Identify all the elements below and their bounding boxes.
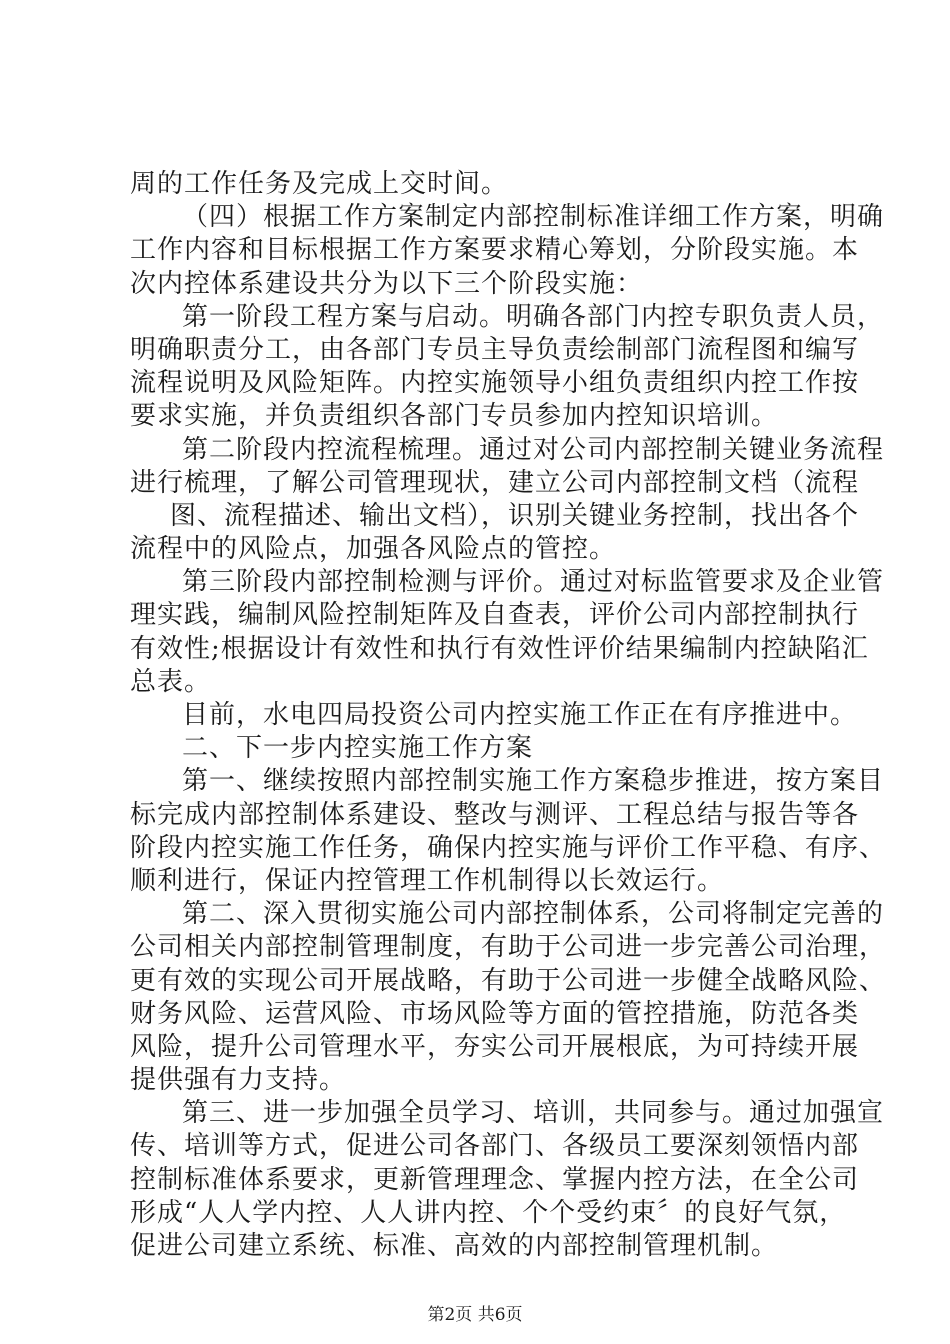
- text-line: 周的工作任务及完成上交时间。: [130, 169, 509, 199]
- text-line: 第三、进一步加强全员学习、培训，共同参与。通过加强宣: [182, 1098, 885, 1129]
- text-line: 流程说明及风险矩阵。内控实施领导小组负责组织内控工作按: [130, 368, 860, 399]
- text-line: 第一、继续按照内部控制实施工作方案稳步推进，按方案目: [182, 766, 885, 797]
- text-line: 第一阶段工程方案与启动。明确各部门内控专职负责人员，: [182, 301, 885, 332]
- text-line: 明确职责分工，由各部门专员主导负责绘制部门流程图和编写: [130, 334, 860, 365]
- text-line: 提供强有力支持。: [130, 1065, 347, 1096]
- text-line: 公司相关内部控制管理制度，有助于公司进一步完善公司治理，: [130, 932, 887, 963]
- text-line: 标完成内部控制体系建设、整改与测评、工程总结与报告等各: [130, 799, 860, 830]
- text-line: 工作内容和目标根据工作方案要求精心筹划，分阶段实施。本: [130, 235, 860, 266]
- text-line: 二、下一步内控实施工作方案: [182, 733, 534, 764]
- text-line: 图、流程描述、输出文档），识别关键业务控制，找出各个: [170, 500, 860, 531]
- text-line: 总表。: [130, 666, 212, 697]
- text-line: 第二、深入贯彻实施公司内部控制体系，公司将制定完善的: [182, 899, 885, 930]
- text-line: 风险，提升公司管理水平，夯实公司开展根底，为可持续开展: [130, 1031, 860, 1062]
- text-line: 目前，水电四局投资公司内控实施工作正在有序推进中。: [182, 700, 858, 730]
- text-line: 流程中的风险点，加强各风险点的管控。: [130, 534, 617, 565]
- text-line: 形成“人人学内控、人人讲内控、个个受约束〞的良好气氛，: [130, 1197, 847, 1228]
- text-line: 第二阶段内控流程梳理。通过对公司内部控制关键业务流程: [182, 434, 885, 465]
- text-line: 阶段内控实施工作任务，确保内控实施与评价工作平稳、有序、: [130, 832, 887, 863]
- page-number: 第2页 共6页: [427, 1305, 523, 1325]
- text-line: 第三阶段内部控制检测与评价。通过对标监管要求及企业管: [182, 567, 885, 598]
- text-line: （四）根据工作方案制定内部控制标准详细工作方案，明确: [182, 202, 885, 233]
- text-line: 要求实施，并负责组织各部门专员参加内控知识培训。: [130, 401, 779, 432]
- body-text: [130, 168, 887, 1263]
- text-line: 次内控体系建设共分为以下三个阶段实施：: [130, 268, 644, 299]
- text-line: 进行梳理，了解公司管理现状，建立公司内部控制文档（流程: [130, 467, 860, 498]
- text-line: 财务风险、运营风险、市场风险等方面的管控措施，防范各类: [130, 998, 860, 1029]
- text-line: 顺利进行，保证内控管理工作机制得以长效运行。: [130, 865, 725, 896]
- text-line: 有效性;根据设计有效性和执行有效性评价结果编制内控缺陷汇: [130, 633, 869, 664]
- text-line: 控制标准体系要求，更新管理理念、掌握内控方法，在全公司: [130, 1164, 860, 1195]
- text-line: 更有效的实现公司开展战略，有助于公司进一步健全战略风险、: [130, 965, 887, 996]
- text-line: 理实践，编制风险控制矩阵及自查表，评价公司内部控制执行: [130, 600, 860, 631]
- text-line: 传、培训等方式，促进公司各部门、各级员工要深刻领悟内部: [130, 1131, 860, 1162]
- text-line: 促进公司建立系统、标准、高效的内部控制管理机制。: [130, 1231, 779, 1261]
